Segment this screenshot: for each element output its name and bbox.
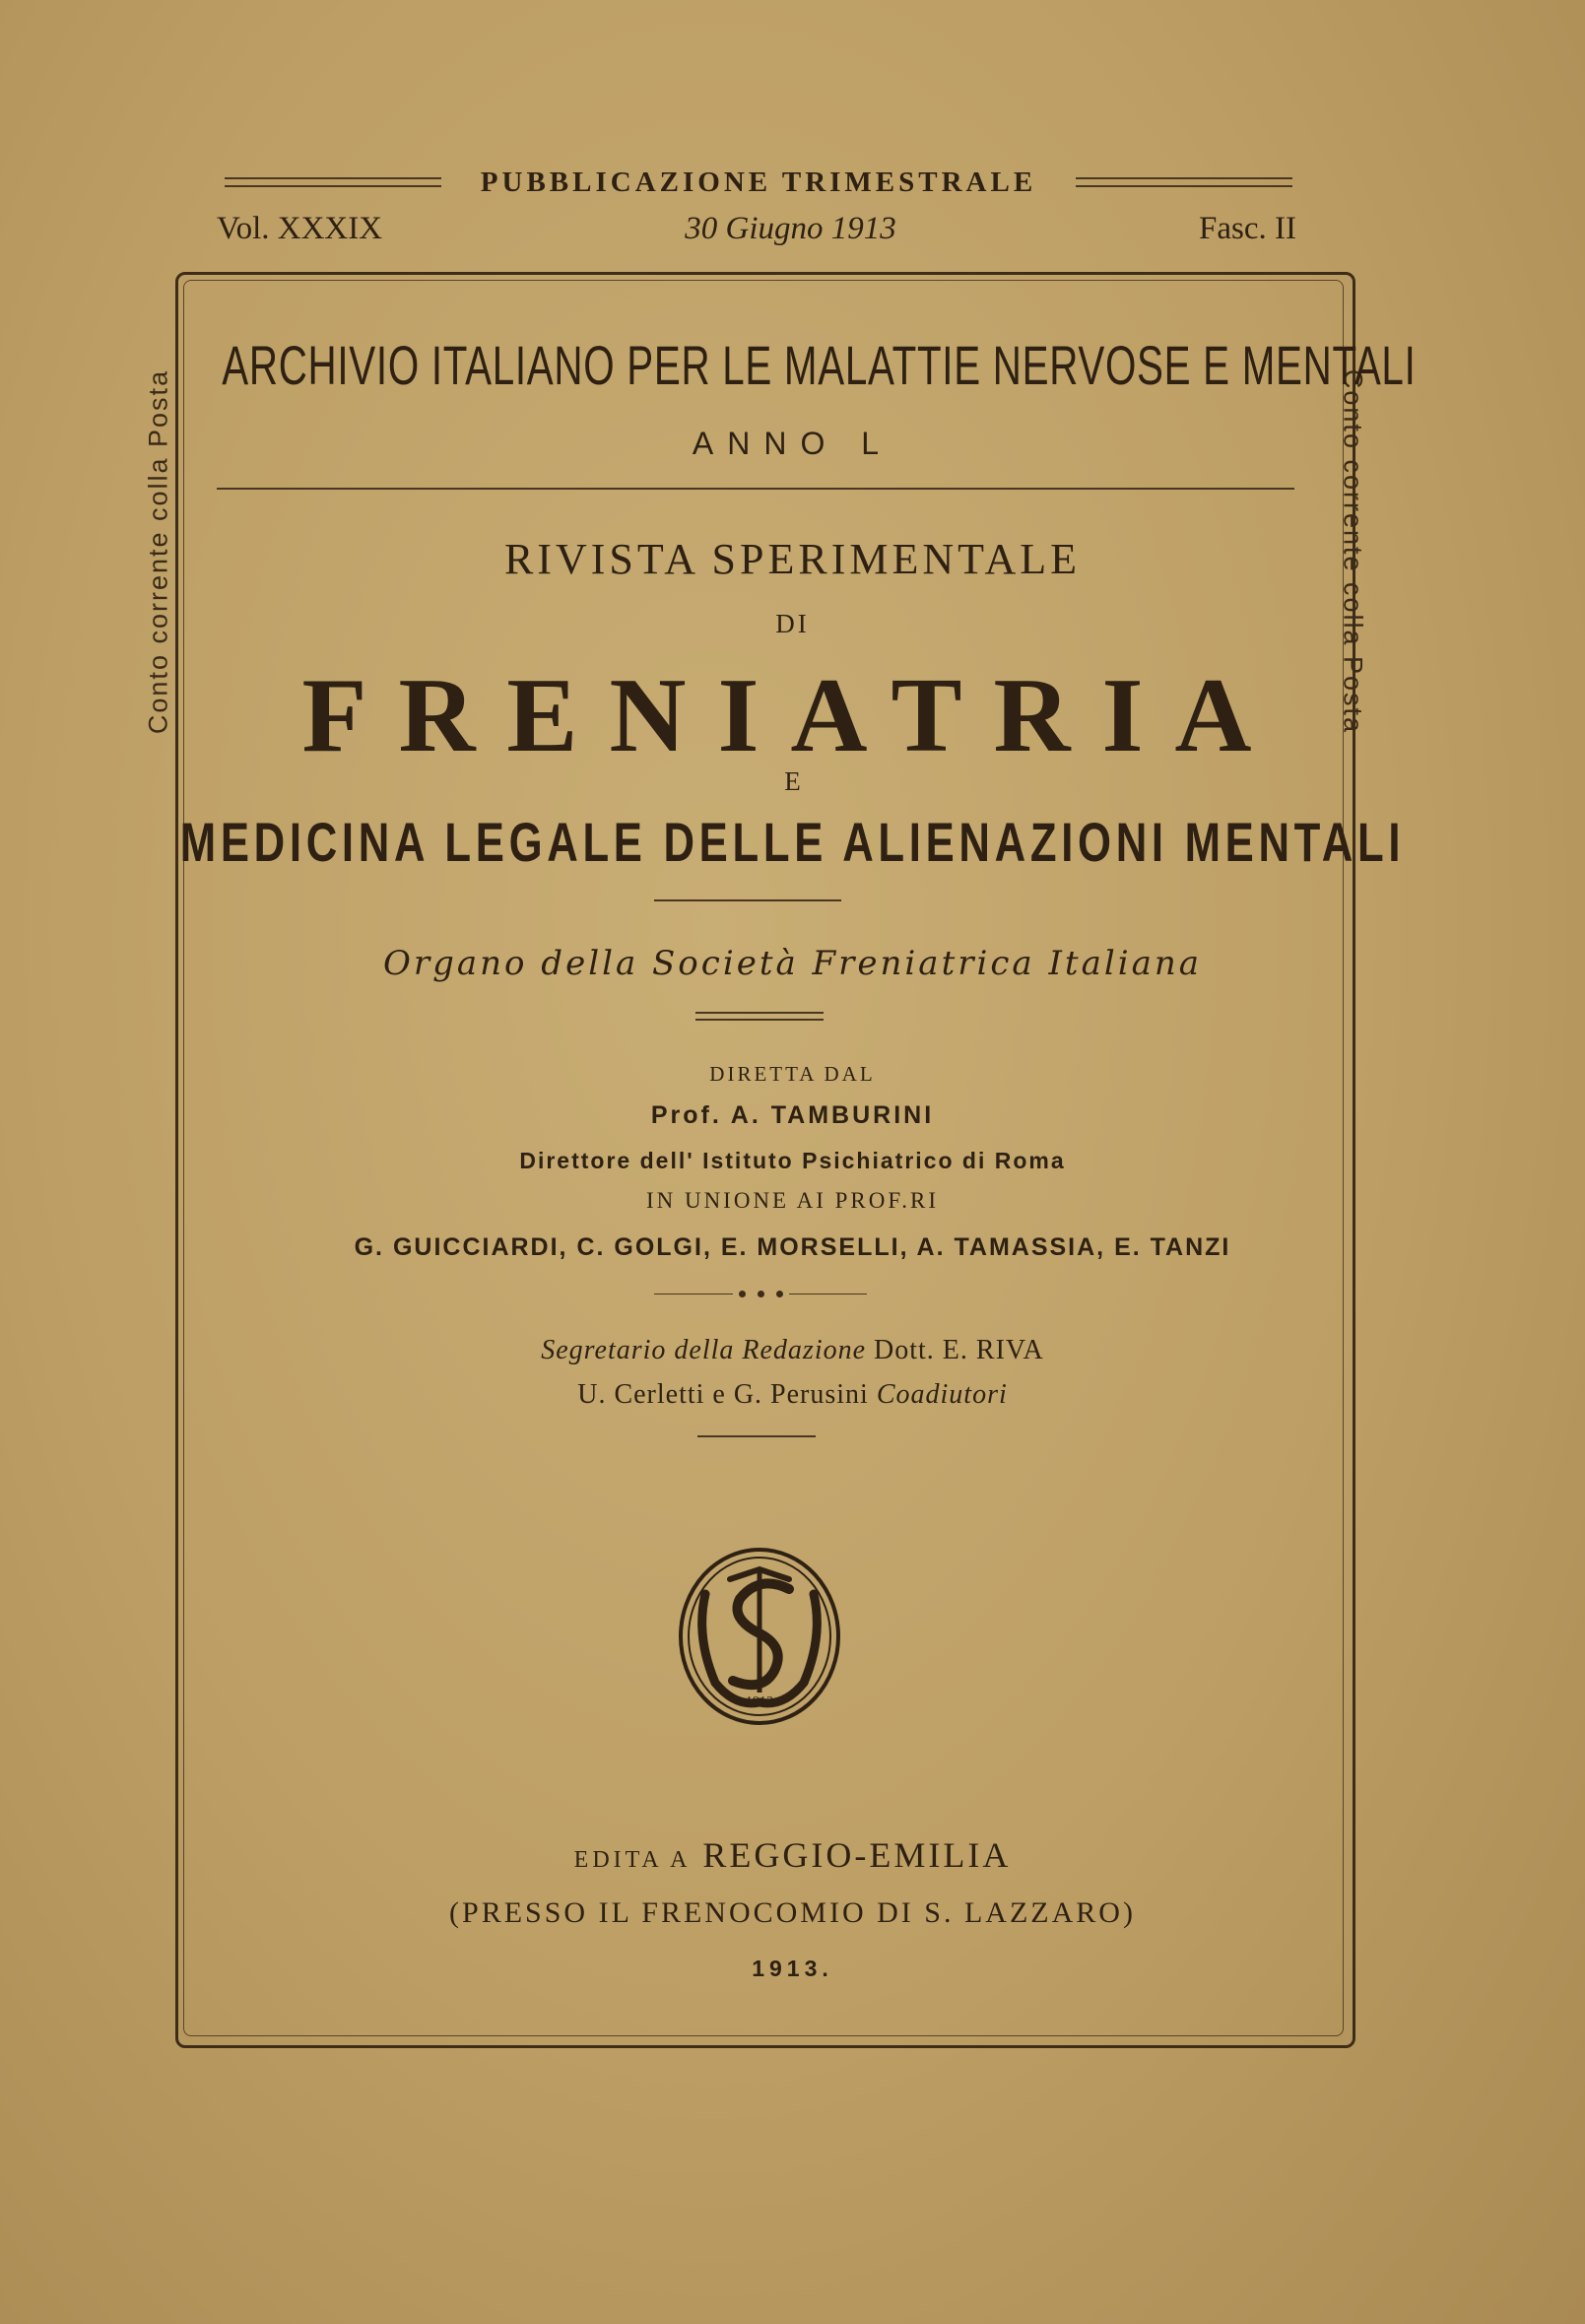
short-divider: [654, 899, 841, 901]
society-organ: Organo della Società Freniatrica Italiana: [382, 944, 1203, 983]
periodicity-title: PUBBLICAZIONE TRIMESTRALE: [480, 166, 1037, 198]
assistants-label: Coadiutori: [876, 1379, 1008, 1410]
secretary-line: [0, 1335, 1585, 1366]
issue-meta: [217, 209, 1296, 248]
short-divider-2: [697, 1435, 816, 1437]
journal-title-line4: E: [784, 766, 801, 796]
journal-title-line1: RIVISTA SPERIMENTALE: [503, 535, 1082, 583]
side-note-right: Conto corrente colla Posta: [1338, 368, 1368, 735]
issue-date: 30 Giugno 1913: [685, 210, 896, 246]
journal-title-line2: DI: [775, 609, 810, 638]
secretary-name: Dott. E. RIVA: [874, 1335, 1044, 1365]
fascicle-number: Fasc. II: [1199, 210, 1296, 246]
ornament-rule-right: [1076, 177, 1292, 187]
ornament-rule-left: [225, 177, 441, 187]
side-note-left: Conto corrente colla Posta: [143, 368, 173, 735]
publisher-city: REGGIO-EMILIA: [702, 1835, 1012, 1875]
publication-year: 1913.: [752, 1956, 833, 1981]
director-role: Direttore dell' Istituto Psichiatrico di Roma: [519, 1148, 1066, 1173]
archive-title: ARCHIVIO ITALIANO PER LE MALATTIE NERVOSE E MENTALI: [222, 334, 1417, 396]
divider-rule: [217, 488, 1294, 490]
director-name: Prof. A. TAMBURINI: [650, 1101, 935, 1129]
ornament-divider: [654, 1288, 867, 1299]
society-seal-icon: [676, 1545, 843, 1728]
seal-year: 1913: [746, 1694, 773, 1709]
archive-year: ANNO L: [692, 426, 893, 461]
journal-title-line5: MEDICINA LEGALE DELLE ALIENAZIONI MENTALI: [179, 811, 1406, 873]
publisher-line: [0, 1834, 1585, 1876]
secretary-label: Segretario della Redazione: [541, 1335, 867, 1365]
coeditors-list: G. GUICCIARDI, C. GOLGI, E. MORSELLI, A. TAMASSIA, E. TANZI: [354, 1233, 1231, 1261]
volume-number: Vol. XXXIX: [217, 210, 383, 246]
periodicity-line: [217, 167, 1300, 197]
assistants-line: [0, 1379, 1585, 1411]
double-short-divider: [695, 1012, 824, 1021]
assistants-names: U. Cerletti e G. Perusini: [577, 1379, 869, 1410]
directed-by-label: DIRETTA DAL: [709, 1062, 876, 1086]
with-professors-label: IN UNIONE AI PROF.RI: [645, 1188, 940, 1213]
edited-at-label: EDITA A: [573, 1847, 692, 1873]
publisher-place: (PRESSO IL FRENOCOMIO DI S. LAZZARO): [449, 1896, 1136, 1929]
journal-main-title: FRENIATRIA: [301, 657, 1284, 774]
